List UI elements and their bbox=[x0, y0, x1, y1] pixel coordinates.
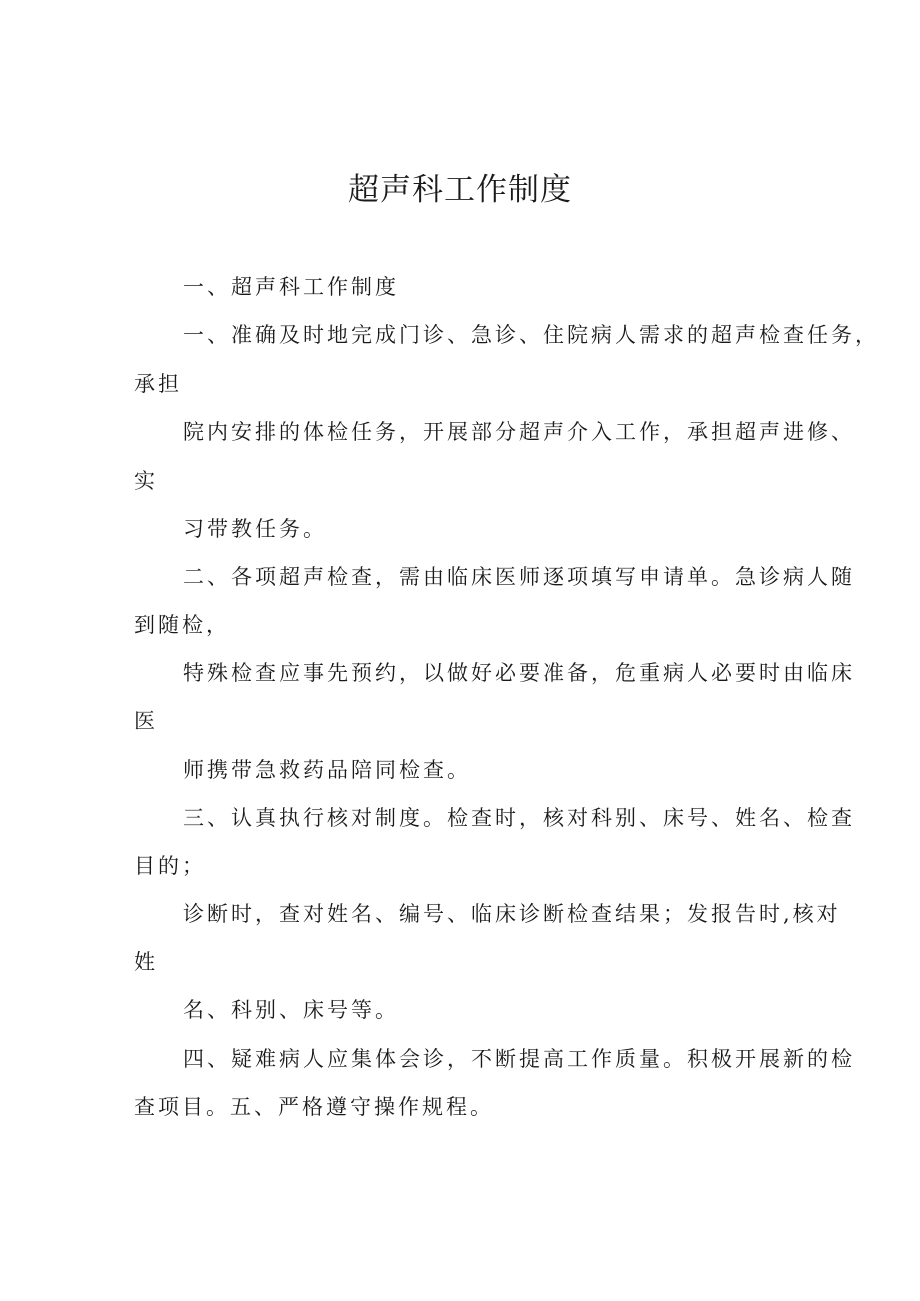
paragraph-line: 姓 bbox=[134, 950, 158, 974]
paragraph-line: 查项目。五、严格遵守操作规程。 bbox=[134, 1095, 494, 1119]
paragraph-line: 到随检， bbox=[134, 613, 230, 637]
paragraph-line: 目的； bbox=[134, 854, 206, 878]
paragraph-line: 习带教任务。 bbox=[183, 517, 327, 541]
paragraph-line: 诊断时，查对姓名、编号、临床诊断检查结果；发报告时,核对 bbox=[183, 902, 841, 926]
paragraph-line: 特殊检查应事先预约，以做好必要准备，危重病人必要时由临床 bbox=[183, 661, 855, 685]
paragraph-line: 二、各项超声检查，需由临床医师逐项填写申请单。急诊病人随 bbox=[183, 565, 855, 589]
paragraph-line: 一、准确及时地完成门诊、急诊、住院病人需求的超声检查任务， bbox=[183, 323, 879, 347]
paragraph-line: 承担 bbox=[134, 372, 182, 396]
paragraph-line: 实 bbox=[134, 469, 158, 493]
paragraph-line: 四、疑难病人应集体会诊，不断提高工作质量。积极开展新的检 bbox=[183, 1047, 855, 1071]
paragraph-line: 名、科别、床号等。 bbox=[183, 998, 399, 1022]
section-heading: 一、超声科工作制度 bbox=[183, 275, 399, 299]
paragraph-line: 院内安排的体检任务，开展部分超声介入工作，承担超声进修、 bbox=[183, 420, 855, 444]
paragraph-line: 医 bbox=[134, 709, 158, 733]
paragraph-line: 三、认真执行核对制度。检查时，核对科别、床号、姓名、检查 bbox=[183, 806, 855, 830]
paragraph-line: 师携带急救药品陪同检查。 bbox=[183, 758, 471, 782]
document-title: 超声科工作制度 bbox=[348, 172, 572, 208]
